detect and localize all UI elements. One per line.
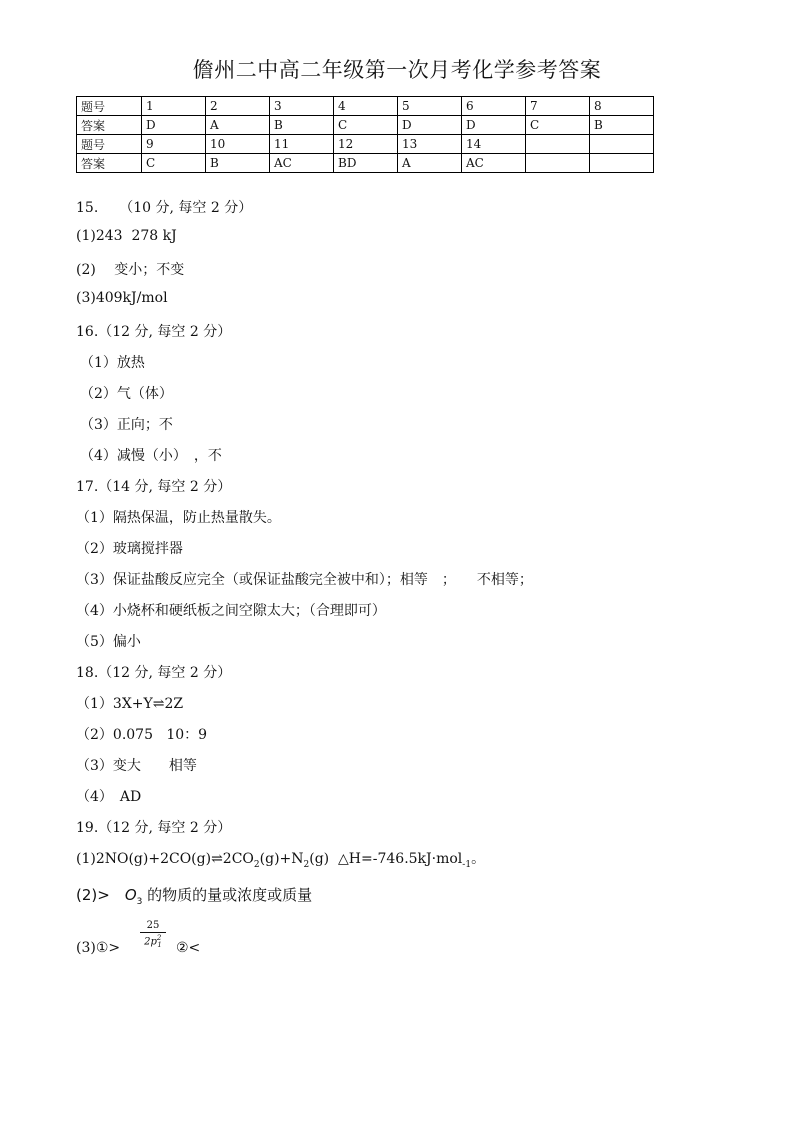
q16-answer-2: （2）气（体） — [80, 386, 173, 402]
table-cell — [526, 154, 590, 173]
table-row — [77, 135, 654, 154]
table-cell: 8 — [590, 97, 654, 116]
q17-answer-1: （1）隔热保温，防止热量散失。 — [76, 510, 281, 526]
q18-answer-1: （1）3X+Y⇌2Z — [76, 696, 184, 712]
q19-heading: 19.（12 分, 每空 2 分） — [76, 820, 232, 836]
table-cell: C — [142, 154, 206, 173]
q18-answer-2: （2）0.075 10：9 — [76, 727, 208, 743]
fraction-expression — [140, 920, 166, 949]
table-cell: 14 — [462, 135, 526, 154]
table-cell: C — [334, 116, 398, 135]
table-cell: A — [206, 116, 270, 135]
q16-answer-4: （4）减慢（小） ，不 — [80, 448, 222, 464]
q19-answer-3-part2: ②< — [176, 940, 201, 956]
table-cell: B — [206, 154, 270, 173]
table-cell: C — [526, 116, 590, 135]
table-cell: 答案 — [77, 154, 142, 173]
q16-heading: 16.（12 分, 每空 2 分） — [76, 324, 232, 340]
q16-answer-1: （1）放热 — [80, 355, 145, 371]
q17-answer-5: （5）偏小 — [76, 634, 141, 650]
page-title: 儋州二中高二年级第一次月考化学参考答案 — [192, 58, 602, 82]
table-cell: BD — [334, 154, 398, 173]
q19-answer-1: $(1)2NO(g)+2CO(g)\rightleftharpoons 2CO_2(g)+N_2(g)$ △H=-746.5kJ·mol$_{-1}$。 — [76, 851, 486, 870]
table-cell: 10 — [206, 135, 270, 154]
fraction-numerator: 25 — [140, 920, 166, 933]
table-cell: 12 — [334, 135, 398, 154]
table-cell: 答案 — [77, 116, 142, 135]
table-cell: B — [590, 116, 654, 135]
q17-heading: 17.（14 分, 每空 2 分） — [76, 479, 232, 495]
table-cell — [590, 154, 654, 173]
table-cell: 5 — [398, 97, 462, 116]
answer-table — [76, 96, 654, 173]
table-cell: 11 — [270, 135, 334, 154]
table-cell: AC — [270, 154, 334, 173]
table-cell: 6 — [462, 97, 526, 116]
q17-answer-3: （3）保证盐酸反应完全（或保证盐酸完全被中和）；相等 ； 不相等； — [76, 572, 533, 588]
table-cell: 题号 — [77, 135, 142, 154]
table-cell: D — [142, 116, 206, 135]
q17-answer-2: （2）玻璃搅拌器 — [76, 541, 183, 557]
q19-answer-3-part1: (3)①> — [76, 940, 121, 956]
q15-answer-3: (3)409kJ/mol — [76, 290, 168, 306]
q18-answer-3: （3）变大 相等 — [76, 758, 197, 774]
table-cell: 2 — [206, 97, 270, 116]
q18-answer-4: （4） AD — [76, 789, 142, 805]
q15-answer-1: (1)243 278 kJ — [76, 228, 177, 244]
q18-heading: 18.（12 分, 每空 2 分） — [76, 665, 232, 681]
table-cell: 3 — [270, 97, 334, 116]
q16-answer-3: （3）正向；不 — [80, 417, 173, 433]
table-row — [77, 97, 654, 116]
table-cell — [526, 135, 590, 154]
table-cell: 题号 — [77, 97, 142, 116]
table-cell: 7 — [526, 97, 590, 116]
table-cell: 13 — [398, 135, 462, 154]
table-row — [77, 116, 654, 135]
q15-answer-2: (2) 变小；不变 — [76, 262, 185, 278]
table-cell: A — [398, 154, 462, 173]
fraction-denominator: $2p^2_1$ — [144, 934, 162, 950]
table-cell: AC — [462, 154, 526, 173]
table-cell: 4 — [334, 97, 398, 116]
q19-answer-2: (2)> $O_3$ 的物质的量或浓度或质量 — [76, 886, 313, 907]
q17-answer-4: （4）小烧杯和硬纸板之间空隙太大；（合理即可） — [76, 603, 386, 619]
table-cell: B — [270, 116, 334, 135]
table-cell: D — [398, 116, 462, 135]
table-cell — [590, 135, 654, 154]
table-cell: D — [462, 116, 526, 135]
table-row — [77, 154, 654, 173]
table-cell: 1 — [142, 97, 206, 116]
q15-heading: 15. （10 分, 每空 2 分） — [76, 200, 253, 216]
table-cell: 9 — [142, 135, 206, 154]
